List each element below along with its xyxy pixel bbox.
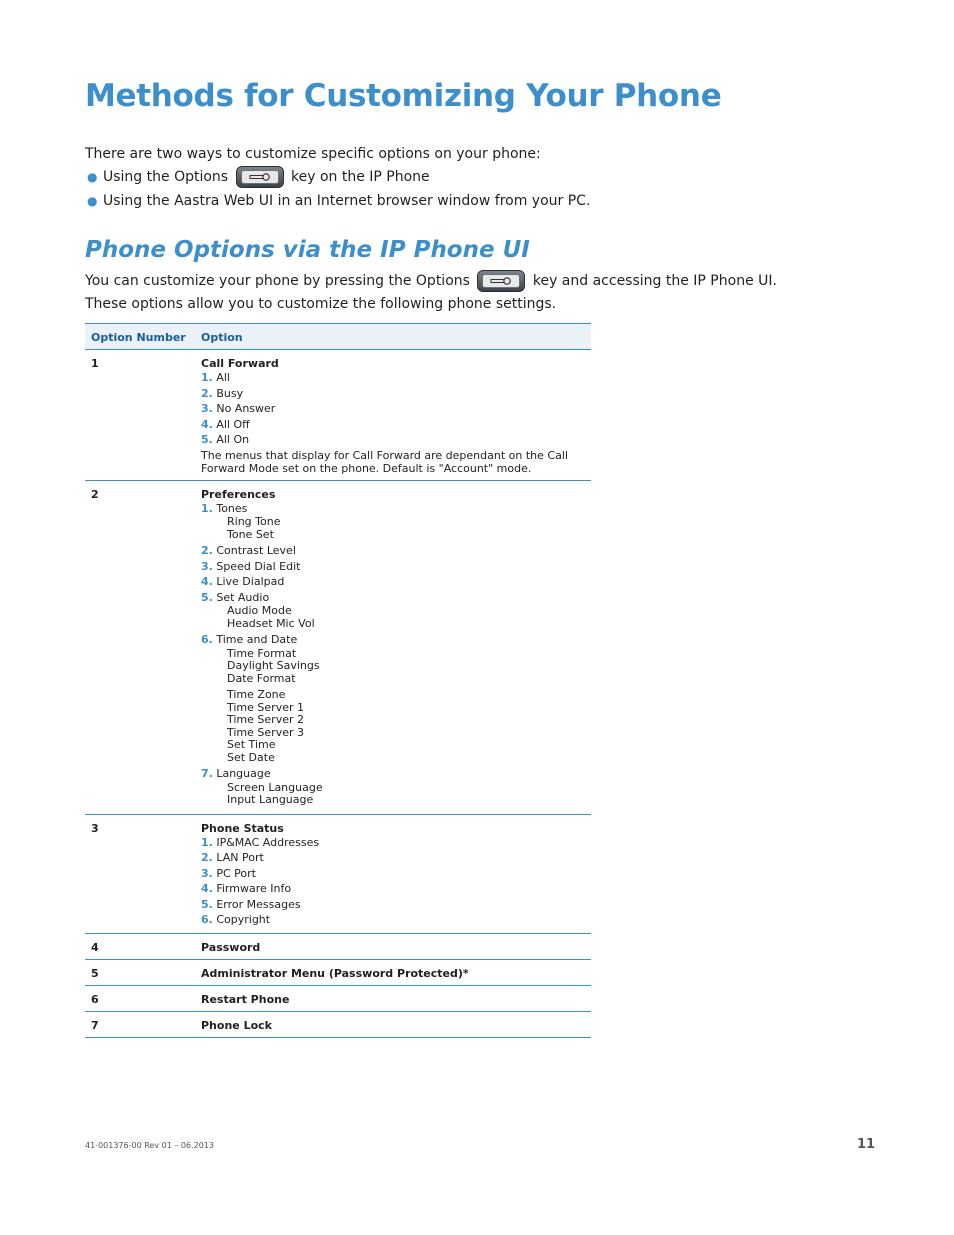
bullet-icon: ● <box>87 170 98 184</box>
option-item-label: IP&MAC Addresses <box>216 835 320 849</box>
option-item-number: 4. <box>201 882 213 895</box>
section-line-2: These options allow you to customize the following phone settings. <box>85 296 557 312</box>
option-item <box>201 912 585 928</box>
section-title: Phone Options via the IP Phone UI <box>85 237 530 263</box>
option-item-label: All <box>216 371 230 384</box>
option-title: Administrator Menu (Password Protected)* <box>201 966 469 980</box>
option-subitem: Headset Mic Vol <box>227 616 315 630</box>
option-item-label: Error Messages <box>216 897 301 911</box>
option-item <box>201 370 585 386</box>
table-row <box>85 480 591 814</box>
option-subitem: Time Zone <box>227 688 286 701</box>
table-row <box>85 933 591 959</box>
table-row <box>85 1011 591 1037</box>
option-item-label: LAN Port <box>216 851 264 864</box>
option-item-number: 4. <box>201 575 213 588</box>
option-item-number: 2. <box>201 544 213 557</box>
option-number-cell: 7 <box>85 1011 195 1037</box>
option-subitem: Time Server 1 <box>227 700 304 714</box>
option-item-number: 5. <box>201 897 213 911</box>
option-number-cell: 5 <box>85 959 195 985</box>
option-item <box>201 835 585 851</box>
option-item <box>201 881 585 897</box>
option-item-label: Set Audio <box>216 590 270 604</box>
option-item-number: 1. <box>201 835 213 849</box>
option-item-label: No Answer <box>216 402 276 415</box>
intro-text: There are two ways to customize specific options on your phone: <box>85 146 541 162</box>
method-item-suffix: key on the IP Phone <box>291 169 430 185</box>
method-item-web-ui <box>85 189 590 213</box>
option-cell <box>195 814 591 933</box>
section-line-1: You can customize your phone by pressing the Options key and accessing the IP Phone UI. <box>85 270 777 293</box>
page-title: Methods for Customizing Your Phone <box>85 78 722 114</box>
option-cell <box>195 1011 591 1037</box>
option-item <box>201 866 585 882</box>
option-subitem: Daylight Savings <box>227 659 320 672</box>
option-item-number: 2. <box>201 851 213 864</box>
option-item-label: Busy <box>216 386 244 400</box>
header-option: Option <box>195 324 591 350</box>
table-row <box>85 959 591 985</box>
option-item <box>201 401 585 417</box>
option-subitem: Screen Language <box>227 780 323 794</box>
method-item-label: Using the Options <box>103 169 229 185</box>
option-item <box>201 501 585 517</box>
option-subitem: Set Time <box>227 738 276 751</box>
option-cell <box>195 985 591 1011</box>
header-option-number: Option Number <box>85 324 195 350</box>
option-item-label: Time and Date <box>216 633 298 646</box>
options-key-icon <box>477 270 525 292</box>
option-title: Phone Lock <box>201 1018 272 1032</box>
table-row <box>85 985 591 1011</box>
options-table <box>85 323 591 1038</box>
option-item-label: Contrast Level <box>216 544 296 557</box>
options-table-body <box>85 350 591 1038</box>
method-item-options-key <box>85 165 590 189</box>
option-subitem: Set Date <box>227 750 275 764</box>
option-item-label: All On <box>216 433 250 446</box>
option-title: Phone Status <box>201 821 284 835</box>
option-item <box>201 432 585 448</box>
option-item-number: 7. <box>201 767 213 780</box>
option-item <box>201 897 585 913</box>
option-item <box>201 590 585 606</box>
option-item <box>201 574 585 590</box>
bullet-icon: ● <box>87 194 98 208</box>
option-item <box>201 386 585 402</box>
option-item-label: All Off <box>216 417 250 431</box>
option-item-number: 3. <box>201 559 213 573</box>
option-item-label: Tones <box>216 501 248 515</box>
option-item <box>201 543 585 559</box>
option-item-number: 6. <box>201 913 213 926</box>
option-cell <box>195 350 591 481</box>
section-intro <box>85 270 777 316</box>
option-item-number: 3. <box>201 866 213 880</box>
option-item <box>201 850 585 866</box>
option-item-number: 1. <box>201 371 213 384</box>
intro-block <box>85 145 590 213</box>
option-subitem: Audio Mode <box>227 604 292 617</box>
option-item <box>201 417 585 433</box>
option-subitem: Ring Tone <box>227 515 281 528</box>
option-subitem: Time Server 2 <box>227 713 304 726</box>
option-subitem: Time Server 3 <box>227 725 304 739</box>
document-id: 41-001376-00 Rev 01 – 06.2013 <box>85 1141 214 1150</box>
option-item-label: Language <box>216 767 271 780</box>
table-header-row <box>85 324 591 350</box>
option-title: Restart Phone <box>201 992 290 1006</box>
option-subitem: Tone Set <box>227 527 274 541</box>
option-number-cell: 1 <box>85 350 195 481</box>
option-item-number: 3. <box>201 402 213 415</box>
option-subitem: Input Language <box>227 793 314 806</box>
option-cell <box>195 959 591 985</box>
method-list <box>85 165 590 213</box>
option-number-cell: 2 <box>85 480 195 814</box>
option-item-label: Live Dialpad <box>216 575 285 588</box>
table-row <box>85 814 591 933</box>
option-cell <box>195 933 591 959</box>
option-cell <box>195 480 591 814</box>
option-item <box>201 559 585 575</box>
option-item <box>201 632 585 648</box>
option-item-number: 6. <box>201 633 213 646</box>
table-row <box>85 350 591 481</box>
page-number: 11 <box>857 1137 876 1152</box>
option-subitem: Time Format <box>227 646 297 660</box>
option-item-label: Firmware Info <box>216 882 292 895</box>
option-title: Password <box>201 940 261 954</box>
option-item-number: 4. <box>201 417 213 431</box>
option-item-label: Speed Dial Edit <box>216 559 301 573</box>
option-item <box>201 766 585 782</box>
method-item-label: Using the Aastra Web UI in an Internet browser window from your PC. <box>103 193 591 209</box>
option-number-cell: 3 <box>85 814 195 933</box>
option-item-label: Copyright <box>216 913 271 926</box>
option-subitem: Date Format <box>227 671 296 685</box>
option-item-number: 2. <box>201 386 213 400</box>
option-number-cell: 4 <box>85 933 195 959</box>
option-item-label: PC Port <box>216 866 256 880</box>
option-item-number: 5. <box>201 590 213 604</box>
option-title: Preferences <box>201 487 276 501</box>
option-title: Call Forward <box>201 357 279 370</box>
option-item-number: 1. <box>201 501 213 515</box>
options-key-icon <box>236 166 284 188</box>
option-number-cell: 6 <box>85 985 195 1011</box>
option-item-number: 5. <box>201 433 213 446</box>
option-note: The menus that display for Call Forward are dependant on the Call Forward Mode set on the phone. Default is "Account" mode. <box>201 448 568 475</box>
